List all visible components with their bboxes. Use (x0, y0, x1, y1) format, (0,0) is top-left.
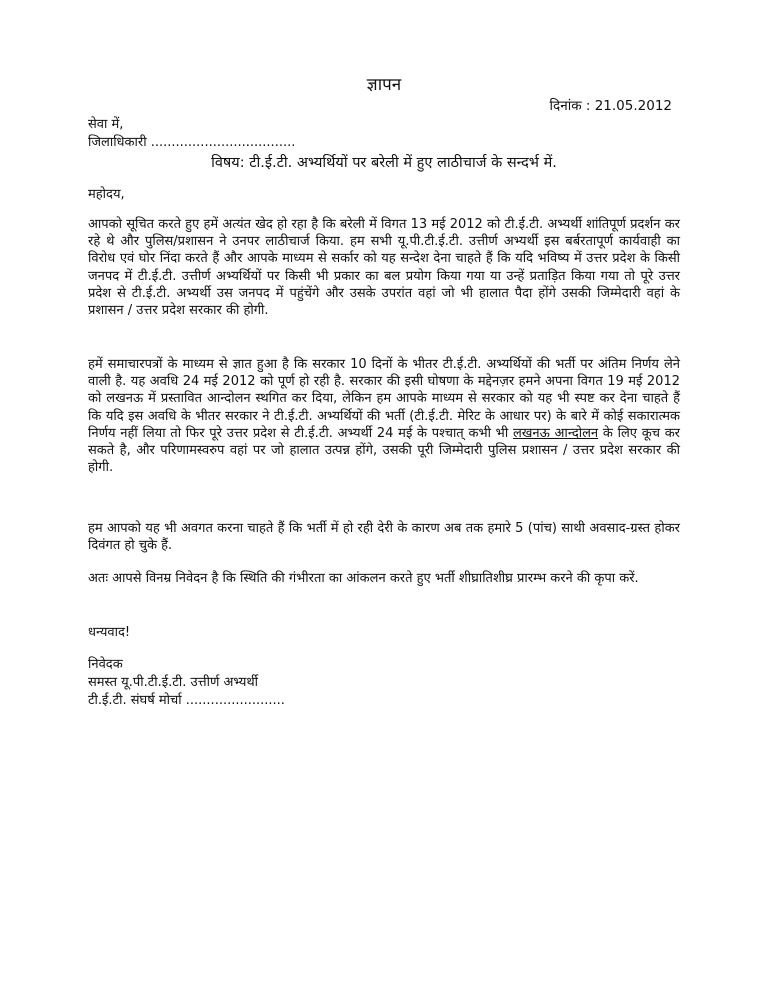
paragraph-1 (88, 216, 680, 319)
salutation: महोदय, (88, 187, 125, 202)
subject-line: विषय: टी.ई.टी. अभ्यर्थियों पर बरेली में हुए लाठीचार्ज के सन्दर्भ में. (211, 155, 557, 171)
paragraph-3-text: हम आपको यह भी अवगत करना चाहते हैं कि भर्ती में हो रही देरी के कारण अब तक हमारे 5 (पांच) साथी अवसाद-ग्रस्त होकर दिवंगत हो चुके हैं. (88, 521, 680, 554)
signature-line-3: टी.ई.टी. संघर्ष मोर्चा ........................ (88, 693, 285, 708)
addressee-line-1: सेवा में, (88, 117, 124, 132)
paragraph-2 (88, 356, 680, 476)
paragraph-2-text-b: के लिए कूच कर सकते है, और परिणामस्वरुप वहां पर जो हालात उत्पन्न होंगे, उसकी पूरी जिम्मेदारी पुलिस प्रशासन / उत्तर प्रदेश सरकार की होगी. (88, 425, 680, 476)
date-line: दिनांक : 21.05.2012 (549, 98, 672, 114)
paragraph-2-text-a: हमें समाचारपत्रों के माध्यम से ज्ञात हुआ है कि सरकार 10 दिनों के भीतर टी.ई.टी. अभ्यर्थियों की भर्ती पर अंतिम निर्णय लेने वाली है. यह अवधि 24 मई 2012 को पूर्ण हो रही है. सरकार की इसी घोषणा के मद्देनज़र हमने अपना विगत 19 मई 2012 को लखनऊ में प्रस्तावित आन्दोलन स्थगित कर दिया, लेकिन हम आपके माध्यम से सरकार को यह भी स्पष्ट कर देना चाहते हैं कि यदि इस अवधि के भीतर सरकार ने टी.ई.टी. अभ्यर्थियों की भर्ती (टी.ई.टी. मेरिट के आधार पर) के बारे में कोई सकारात्मक निर्णय नहीं लिया तो फिर पूरे उत्तर प्रदेश से टी.ई.टी. अभ्यर्थी 24 मई के पश्चात् कभी भी (88, 357, 680, 441)
paragraph-4-text: अतः आपसे विनम्र निवेदन है कि स्थिति की गंभीरता का आंकलन करते हुए भर्ती शीघ्रातिशीघ्र प्रारम्भ करने की कृपा करें. (88, 571, 639, 586)
page-title: ज्ञापन (366, 75, 402, 95)
thanks-line: धन्यवाद! (88, 625, 131, 640)
signature-line-1: निवेदक (88, 657, 123, 672)
underlined-phrase: लखनऊ आन्दोलन (512, 425, 599, 441)
paragraph-2-text (88, 356, 680, 476)
paragraph-4 (88, 570, 680, 587)
addressee-line-2: जिलाधिकारी ................................... (88, 135, 296, 150)
signature-line-2: समस्त यू.पी.टी.ई.टी. उत्तीर्ण अभ्यर्थी (88, 675, 259, 690)
paragraph-1-text: आपको सूचित करते हुए हमें अत्यंत खेद हो रहा है कि बरेली में विगत 13 मई 2012 को टी.ई.टी. अभ्यर्थी शांतिपूर्ण प्रदर्शन कर रहे थे और पुलिस/प्रशासन ने उनपर लाठीचार्ज किया. हम सभी यू.पी.टी.ई.टी. उत्तीर्ण अभ्यर्थी इस बर्बरतापूर्ण कार्यवाही का विरोध एवं घोर निंदा करते हैं और आपके माध्यम से सर्कार को यह सन्देश देना चाहते हैं कि यदि भविष्य में उत्तर प्रदेश के किसी जनपद में टी.ई.टी. उत्तीर्ण अभ्यर्थियों पर किसी भी प्रकार का बल प्रयोग किया गया या उन्हें प्रताड़ित किया गया तो पूरे उत्तर प्रदेश से टी.ई.टी. अभ्यर्थी उस जनपद में पहुंचेंगे और उसके उपरांत वहां जो भी हालात पैदा होंगे उसकी जिम्मेदारी वहां के प्रशासन / उत्तर प्रदेश सरकार की होगी. (88, 217, 680, 319)
paragraph-3 (88, 520, 680, 554)
